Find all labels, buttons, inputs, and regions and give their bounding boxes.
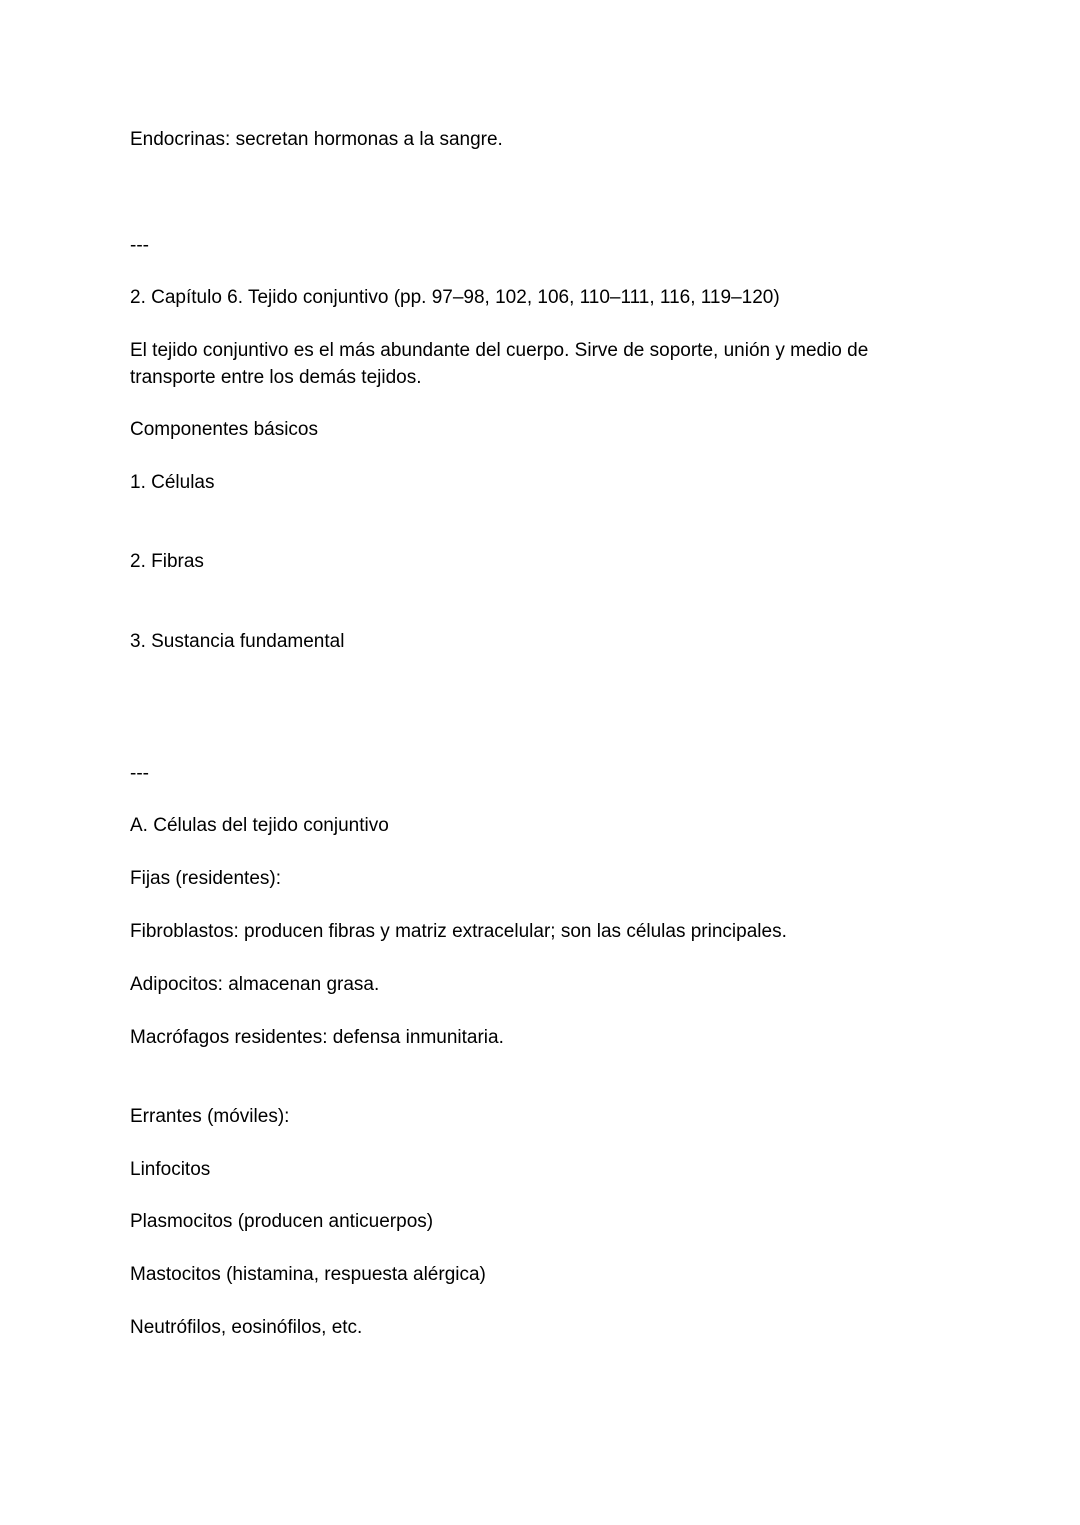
separator-dashes: ---: [130, 762, 149, 784]
list-item-sustancia: 3. Sustancia fundamental: [130, 630, 345, 652]
paragraph-macrofagos: Macrófagos residentes: defensa inmunitaria.: [130, 1026, 504, 1048]
paragraph-plasmocitos: Plasmocitos (producen anticuerpos): [130, 1211, 434, 1233]
paragraph-endocrinas: Endocrinas: secretan hormonas a la sangre.: [130, 129, 503, 150]
list-item-celulas: 1. Células: [130, 472, 215, 494]
paragraph-fibroblastos: Fibroblastos: producen fibras y matriz extracelular; son las células principales.: [130, 920, 787, 942]
paragraph-intro-line-2: transporte entre los demás tejidos.: [130, 366, 422, 388]
heading-componentes-basicos: Componentes básicos: [130, 419, 318, 441]
paragraph-linfocitos: Linfocitos: [130, 1158, 211, 1180]
list-item-fibras: 2. Fibras: [130, 551, 204, 573]
separator-dashes: ---: [130, 234, 149, 256]
subheading-errantes: Errantes (móviles):: [130, 1105, 290, 1127]
paragraph-neutrofilos: Neutrófilos, eosinófilos, etc.: [130, 1316, 363, 1338]
paragraph-mastocitos: Mastocitos (histamina, respuesta alérgica): [130, 1264, 486, 1286]
paragraph-intro-line-1: El tejido conjuntivo es el más abundante del cuerpo. Sirve de soporte, unión y medio de: [130, 340, 869, 362]
heading-celulas-tejido: A. Células del tejido conjuntivo: [130, 815, 389, 837]
paragraph-adipocitos: Adipocitos: almacenan grasa.: [130, 973, 380, 995]
subheading-fijas: Fijas (residentes):: [130, 868, 281, 890]
heading-capitulo-6: 2. Capítulo 6. Tejido conjuntivo (pp. 97–98, 102, 106, 110–111, 116, 119–120): [130, 287, 780, 309]
